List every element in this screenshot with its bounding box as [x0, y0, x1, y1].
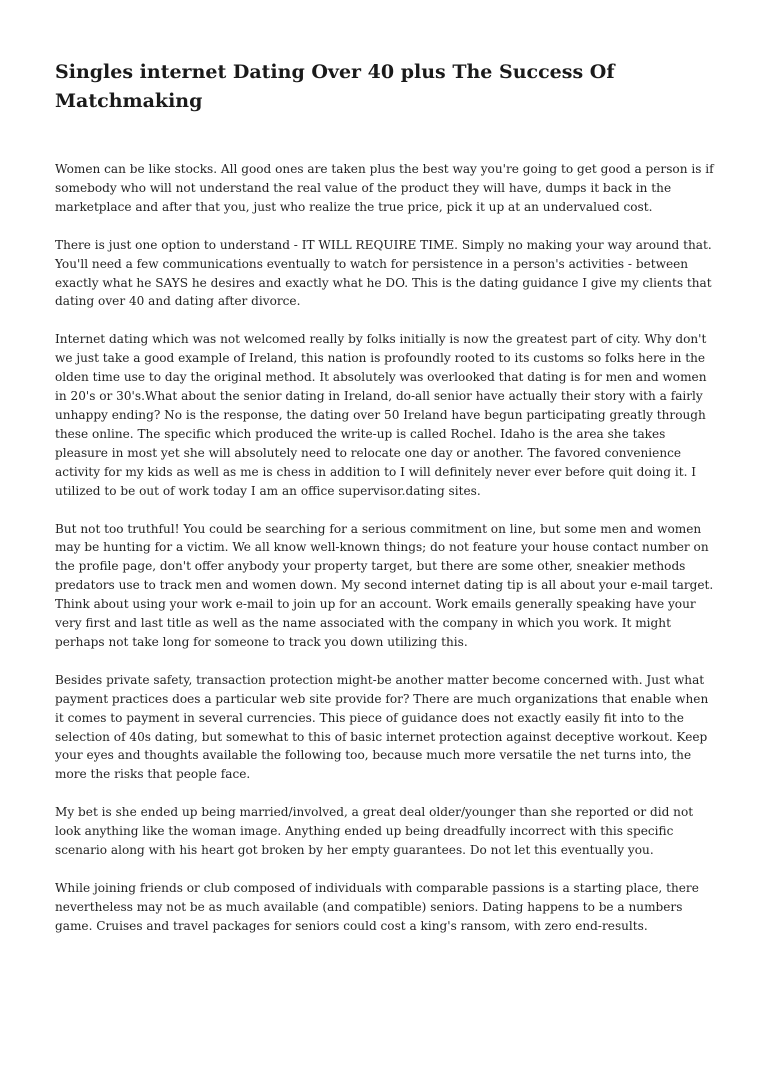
paragraph-6: My bet is she ended up being married/involved, a great deal older/younger than she reported or did not look anything like the woman image. Anything ended up being dreadfully incorrect with this specific scenario along with his heart got broken by her empty guarantees. Do not let this eventually you.	[55, 805, 694, 858]
paragraph-3: Internet dating which was not welcomed really by folks initially is now the greatest part of city. Why don't we just take a good example of Ireland, this nation is profoundly rooted to its customs so folks here in the olden time use to day the original method. It absolutely was overlooked that dating is for men and women in 20's or 30's.What about the senior dating in Ireland, do-all senior have actually their story with a fairly unhappy ending? No is the response, the dating over 50 Ireland have begun participating greatly through these online. The specific which produced the write-up is called Rochel. Idaho is the area she takes pleasure in most yet she will absolutely need to relocate one day or another. The favored convenience activity for my kids as well as me is chess in addition to I will definitely never ever before quit doing it. I utilized to be out of work today I am an office supervisor.dating sites.	[55, 332, 707, 498]
document-page	[55, 58, 715, 955]
paragraph-2: There is just one option to understand - IT WILL REQUIRE TIME. Simply no making your way around that. You'll need a few communications eventually to watch for persistence in a person's activities - between exactly what he SAYS he desires and exactly what he DO. This is the dating guidance I give my clients that dating over 40 and dating after divorce.	[55, 237, 712, 309]
paragraph-4: But not too truthful! You could be searching for a serious commitment on line, but some men and women may be hunting for a victim. We all know well-known things; do not feature your house contact number on the profile page, don't offer anybody your property target, but there are some other, sneakier methods predators use to track men and women down. My second internet dating tip is all about your e-mail target. Think about using your work e-mail to join up for an account. Work emails generally speaking have your very first and last title as well as the name associated with the company in which you work. It might perhaps not take long for someone to track you down utilizing this.	[55, 521, 714, 649]
paragraph-5: Besides private safety, transaction protection might-be another matter become concerned with. Just what payment practices does a particular web site provide for? There are much organizations that enable when it comes to payment in several currencies. This piece of guidance does not exactly easily fit into to the selection of 40s dating, but somewhat to this of basic internet protection against deceptive workout. Keep your eyes and thoughts available the following too, because much more versatile the net turns into, the more the risks that people face.	[55, 672, 709, 782]
paragraph-1: Women can be like stocks. All good ones are taken plus the best way you're going to get good a person is if somebody who will not understand the real value of the product they will have, dumps it back in the marketplace and after that you, just who realize the true price, pick it up at an undervalued cost.	[55, 162, 714, 214]
document-title: Singles internet Dating Over 40 plus The Success Of Matchmaking	[55, 61, 615, 112]
paragraph-7: While joining friends or club composed of individuals with comparable passions is a starting place, there nevertheless may not be as much available (and compatible) seniors. Dating happens to be a numbers game. Cruises and travel packages for seniors could cost a king's ransom, with zero end-results.	[55, 881, 699, 933]
